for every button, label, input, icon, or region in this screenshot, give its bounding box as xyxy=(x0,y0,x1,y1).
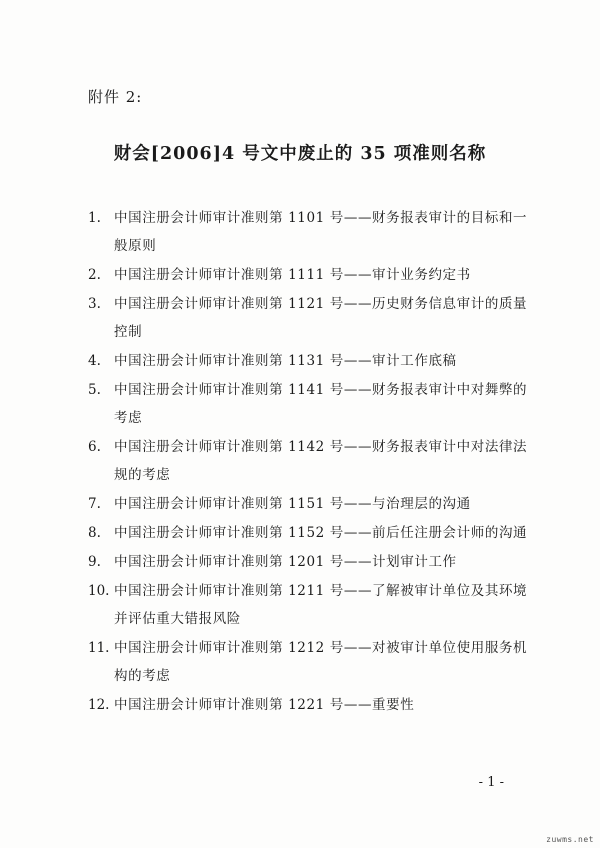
list-item-text: 中国注册会计师审计准则第 1212 号——对被审计单位使用服务机构的考虑 xyxy=(114,640,528,684)
list-item-text: 中国注册会计师审计准则第 1201 号——计划审计工作 xyxy=(114,554,457,570)
list-item xyxy=(88,376,528,432)
list-item xyxy=(88,634,528,690)
list-item xyxy=(88,261,528,289)
list-item-number: 8. xyxy=(88,525,101,541)
list-item-text: 中国注册会计师审计准则第 1151 号——与治理层的沟通 xyxy=(114,496,471,512)
list-item xyxy=(88,204,528,260)
list-item xyxy=(88,490,528,518)
list-item xyxy=(88,347,528,375)
list-item xyxy=(88,548,528,576)
list-item-text: 中国注册会计师审计准则第 1121 号——历史财务信息审计的质量控制 xyxy=(114,296,528,340)
list-item-number: 9. xyxy=(88,554,101,570)
list-item-text: 中国注册会计师审计准则第 1142 号——财务报表审计中对法律法规的考虑 xyxy=(114,439,528,483)
site-watermark: zuwms.net xyxy=(546,835,594,844)
page-number: - 1 - xyxy=(478,775,504,790)
list-item-number: 5. xyxy=(88,382,101,398)
list-item-number: 2. xyxy=(88,267,101,283)
list-item-number: 11. xyxy=(88,640,110,656)
list-item-number: 6. xyxy=(88,439,101,455)
document-title: 财会[2006]4 号文中废止的 35 项准则名称 xyxy=(113,144,487,164)
list-item xyxy=(88,691,528,719)
list-item-number: 10. xyxy=(88,583,110,599)
list-item-number: 4. xyxy=(88,353,101,369)
list-item-text: 中国注册会计师审计准则第 1101 号——财务报表审计的目标和一般原则 xyxy=(114,210,528,254)
list-item-text: 中国注册会计师审计准则第 1111 号——审计业务约定书 xyxy=(114,267,471,283)
attachment-label: 附件 2: xyxy=(88,88,143,106)
list-item xyxy=(88,519,528,547)
list-item xyxy=(88,433,528,489)
list-item-text: 中国注册会计师审计准则第 1141 号——财务报表审计中对舞弊的考虑 xyxy=(114,382,528,426)
list-item-text: 中国注册会计师审计准则第 1131 号——审计工作底稿 xyxy=(114,353,457,369)
list-item-number: 12. xyxy=(88,697,110,713)
list-item-text: 中国注册会计师审计准则第 1152 号——前后任注册会计师的沟通 xyxy=(114,525,528,541)
list-item-number: 1. xyxy=(88,210,101,226)
list-item xyxy=(88,290,528,346)
list-item-number: 7. xyxy=(88,496,101,512)
list-item-number: 3. xyxy=(88,296,101,312)
list-item-text: 中国注册会计师审计准则第 1221 号——重要性 xyxy=(114,697,415,713)
list-item-text: 中国注册会计师审计准则第 1211 号——了解被审计单位及其环境并评估重大错报风险 xyxy=(114,583,528,627)
standards-list xyxy=(88,204,528,720)
list-item xyxy=(88,577,528,633)
